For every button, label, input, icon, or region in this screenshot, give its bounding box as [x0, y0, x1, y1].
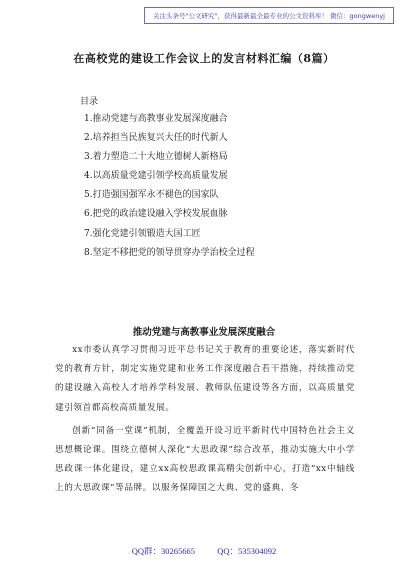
toc-item: 6.把党的政治建设融入学校发展血脉: [84, 209, 228, 220]
body-paragraph: xx市委认真学习贯彻习近平总书记关于教育的重要论述，落实新时代党的教育方针，制定实施党建和业务工作深度融合若干措施，持续推动党的建设融入高校人才培养学科发展、教师队伍建设等各方面，以高质量党建引领首都高校高质量发展。: [55, 345, 355, 413]
toc-item: 5.打造强国强军永不褪色的国家队: [84, 190, 219, 201]
document-title: 在高校党的建设工作会议上的发言材料汇编（8篇）: [73, 52, 335, 65]
footer-qq: QQ：535304092: [217, 546, 277, 556]
toc-item: 2.培养担当民族复兴大任的时代新人: [84, 133, 228, 144]
toc-item: 3.着力塑造二十大地立德树人新格局: [84, 152, 228, 163]
toc-item: 7.强化党建引领锻造大国工匠: [84, 228, 201, 239]
table-of-contents: [84, 110, 255, 263]
toc-item: 4.以高质量党建引领学校高质量发展: [84, 171, 228, 182]
page-footer: [0, 545, 408, 557]
section-body: [55, 341, 355, 503]
toc-item: 8.坚定不移把党的领导贯穿办学治校全过程: [84, 247, 255, 258]
section-title: 推动党建与高教事业发展深度融合: [132, 327, 276, 338]
promo-banner: 关注头条号"公文研究"，获得最新最全最专业的公文资料库！ 微信：gongwenyj: [144, 7, 394, 24]
body-paragraph: 创新“同备一堂课”机制，全覆盖开设习近平新时代中国特色社会主义思想概论课。围绕立德树人深化“大思政课”综合改革，推动实施大中小学思政课一体化建设，建立xx高校思政课高精尖创新中心，打造“xx中轴线上的大思政课”等品牌。以服务保障国之大典、党的盛典、冬: [55, 425, 355, 494]
toc-item: 1.推动党建与高教事业发展深度融合: [84, 114, 228, 124]
toc-heading: 目录: [80, 97, 99, 107]
footer-qq-group: QQ群：30265665: [131, 546, 196, 556]
